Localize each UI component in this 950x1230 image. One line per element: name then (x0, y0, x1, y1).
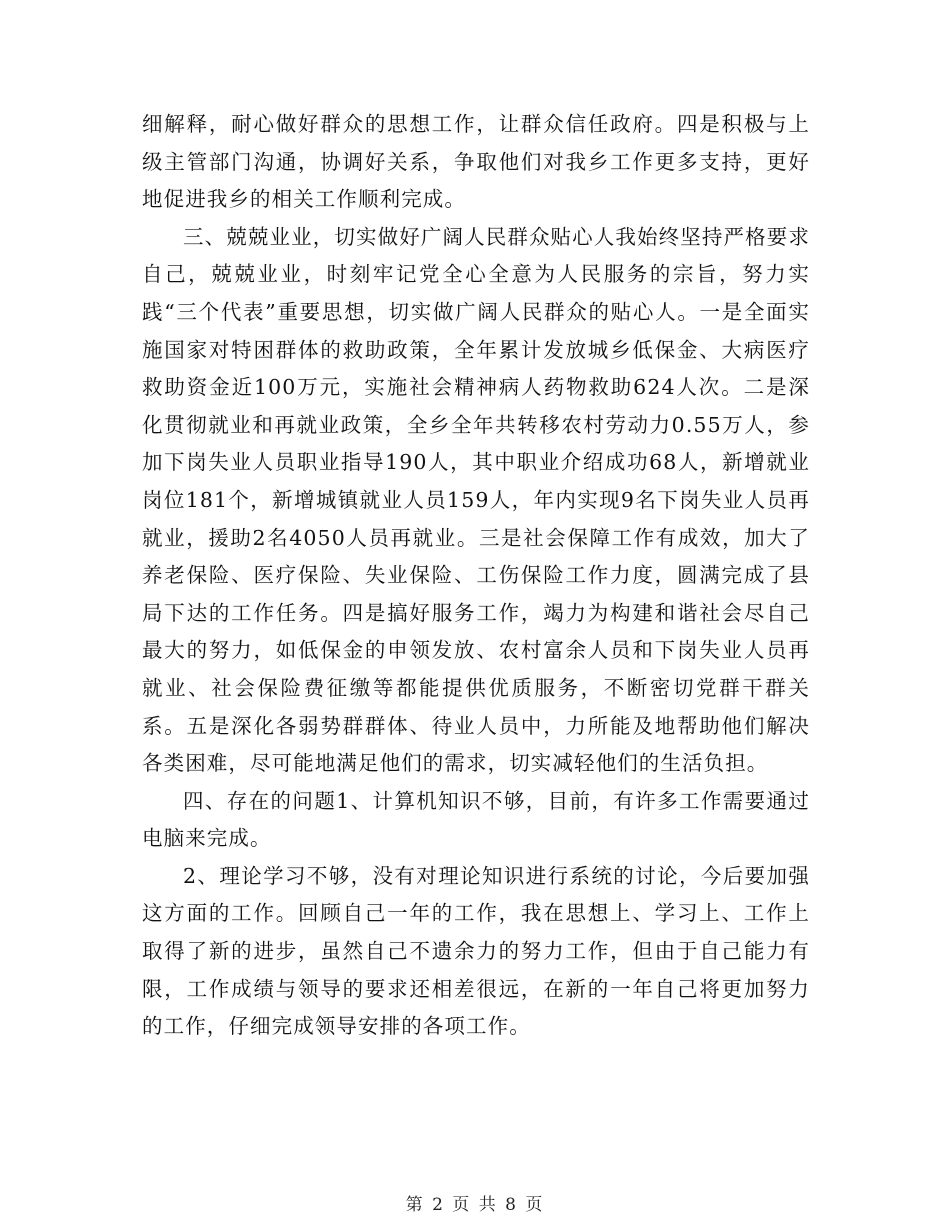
paragraph-section-four: 四、存在的问题1、计算机知识不够，目前，有许多工作需要通过电脑来完成。 (142, 788, 810, 851)
paragraph-continuation: 细解释，耐心做好群众的思想工作，让群众信任政府。四是积极与上级主管部门沟通，协调好关系，争取他们对我乡工作更多支持，更好地促进我乡的相关工作顺利完成。 (142, 112, 810, 212)
page-number-footer: 第 2 页 共 8 页 (405, 1195, 545, 1215)
paragraph-section-three: 三、兢兢业业，切实做好广阔人民群众贴心人我始终坚持严格要求自己，兢兢业业，时刻牢记党全心全意为人民服务的宗旨，努力实践“三个代表”重要思想，切实做广阔人民群众的贴心人。一是全面实施国家对特困群体的救助政策，全年累计发放城乡低保金、大病医疗救助资金近100万元，实施社会精神病人药物救助624人次。二是深化贯彻就业和再就业政策，全乡全年共转移农村劳动力0.55万人，参加下岗失业人员职业指导190人，其中职业介绍成功68人，新增就业岗位181个，新增城镇就业人员159人，年内实现9名下岗失业人员再就业，援助2名4050人员再就业。三是社会保障工作有成效，加大了养老保险、医疗保险、失业保险、工伤保险工作力度，圆满完成了县局下达的工作任务。四是搞好服务工作，竭力为构建和谐社会尽自己最大的努力，如低保金的申领发放、农村富余人员和下岗失业人员再就业、社会保险费征缴等都能提供优质服务，不断密切党群干群关系。五是深化各弱势群群体、待业人员中，力所能及地帮助他们解决各类困难，尽可能地满足他们的需求，切实减轻他们的生活负担。 (142, 224, 810, 776)
document-body (142, 106, 810, 1046)
paragraph-item-two: 2、理论学习不够，没有对理论知识进行系统的讨论，今后要加强这方面的工作。回顾自己一年的工作，我在思想上、学习上、工作上取得了新的进步，虽然自己不遗余力的努力工作，但由于自己能力有限，工作成绩与领导的要求还相差很远，在新的一年自己将更加努力的工作，仔细完成领导安排的各项工作。 (142, 863, 810, 1039)
